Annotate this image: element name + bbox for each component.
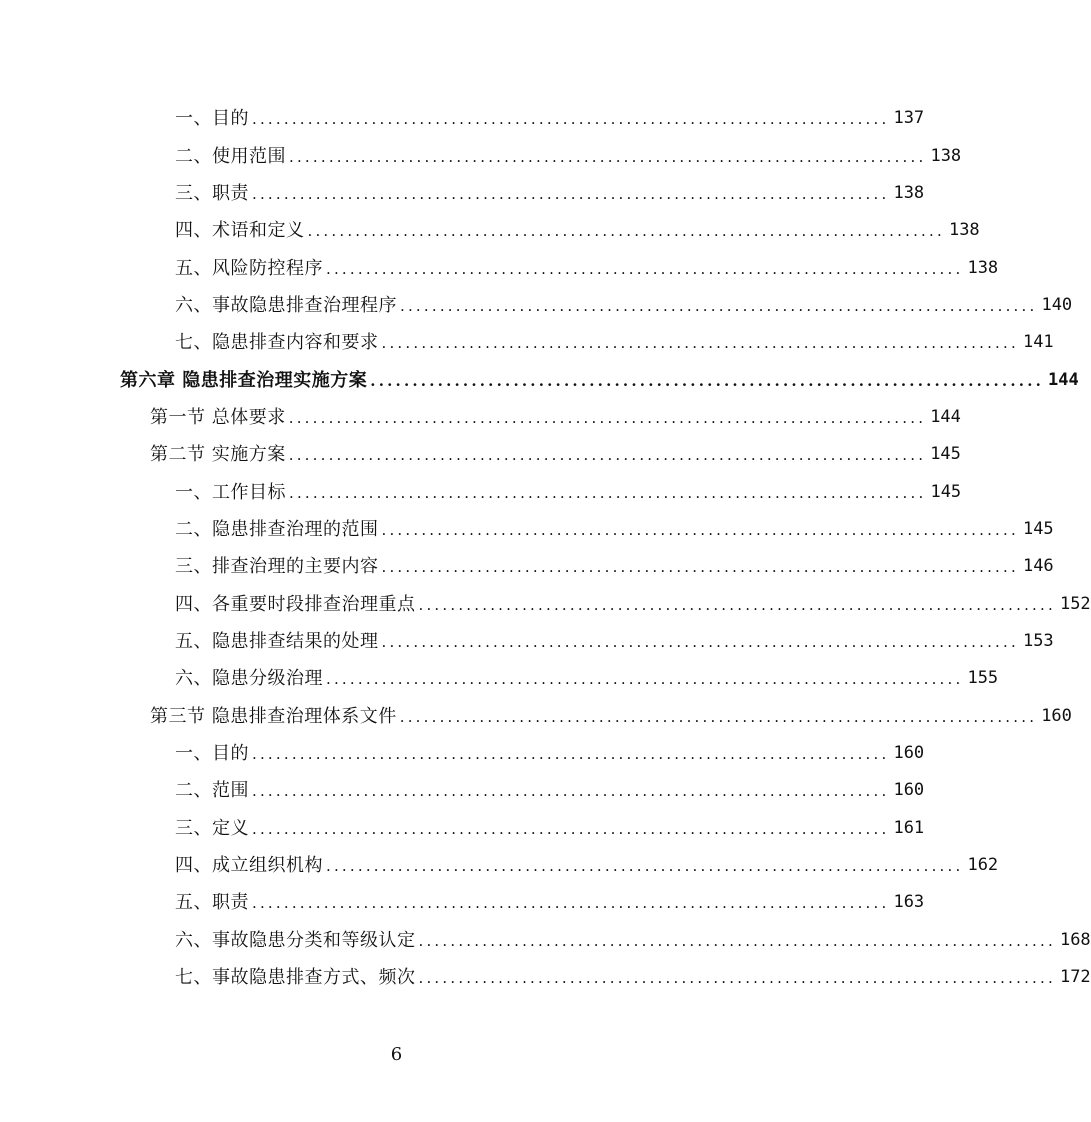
- toc-section-entry[interactable]: [0, 399, 961, 436]
- toc-dot-leader: ................................................................................: [400, 296, 1038, 315]
- toc-dot-leader: ................................................................................: [370, 371, 1045, 390]
- toc-entry-page: 162: [967, 855, 999, 876]
- toc-dot-leader: ................................................................................: [381, 520, 1019, 539]
- toc-entry-page: 160: [1041, 705, 1072, 726]
- toc-item-entry[interactable]: [0, 959, 1091, 996]
- toc-dot-leader: ................................................................................: [418, 969, 1056, 988]
- toc-dot-leader: ................................................................................: [418, 595, 1056, 614]
- toc-item-entry[interactable]: [0, 249, 999, 286]
- toc-item-entry[interactable]: [0, 922, 1091, 959]
- table-of-contents: [0, 100, 1091, 996]
- toc-dot-leader: ................................................................................: [289, 483, 927, 502]
- toc-item-entry[interactable]: [0, 585, 1091, 622]
- toc-section-entry[interactable]: [0, 436, 961, 473]
- toc-dot-leader: ................................................................................: [252, 110, 890, 129]
- toc-entry-title: 二、范围: [175, 780, 249, 802]
- toc-entry-page: 153: [1022, 630, 1054, 651]
- toc-entry-page: 160: [893, 780, 925, 801]
- toc-dot-leader: ................................................................................: [326, 259, 964, 278]
- toc-entry-title: 一、目的: [175, 743, 249, 765]
- toc-entry-title: 四、各重要时段排查治理重点: [175, 593, 416, 615]
- toc-entry-title: 七、事故隐患排查方式、频次: [175, 967, 416, 989]
- toc-entry-title: 一、工作目标: [175, 481, 286, 503]
- toc-entry-page: 145: [1022, 518, 1054, 539]
- toc-entry-title: 五、隐患排查结果的处理: [175, 630, 379, 652]
- toc-section-entry[interactable]: [0, 698, 1072, 735]
- toc-item-entry[interactable]: [0, 287, 1073, 324]
- toc-entry-page: 152: [1059, 593, 1091, 614]
- toc-entry-page: 138: [948, 220, 980, 241]
- toc-item-entry[interactable]: [0, 175, 925, 212]
- toc-dot-leader: ................................................................................: [381, 334, 1019, 353]
- toc-entry-title: 四、成立组织机构: [175, 855, 323, 877]
- toc-entry-title: 五、职责: [175, 892, 249, 914]
- toc-entry-page: 144: [930, 406, 961, 427]
- toc-chapter-entry[interactable]: [0, 361, 1079, 398]
- toc-entry-page: 155: [967, 668, 999, 689]
- toc-item-entry[interactable]: [0, 137, 962, 174]
- toc-entry-page: 146: [1022, 556, 1054, 577]
- toc-entry-page: 137: [893, 108, 925, 129]
- toc-entry-title: 三、定义: [175, 817, 249, 839]
- toc-entry-page: 145: [930, 444, 961, 465]
- page-number: 6: [390, 1044, 403, 1065]
- toc-dot-leader: ................................................................................: [418, 931, 1056, 950]
- toc-entry-page: 145: [930, 481, 962, 502]
- toc-dot-leader: ................................................................................: [252, 894, 890, 913]
- toc-dot-leader: ................................................................................: [288, 446, 927, 465]
- toc-item-entry[interactable]: [0, 548, 1054, 585]
- toc-item-entry[interactable]: [0, 324, 1054, 361]
- toc-entry-title: 第二节 实施方案: [150, 444, 286, 466]
- toc-item-entry[interactable]: [0, 212, 980, 249]
- toc-dot-leader: ................................................................................: [288, 408, 927, 427]
- toc-entry-title: 第六章 隐患排查治理实施方案: [120, 369, 368, 391]
- toc-entry-page: 140: [1041, 294, 1073, 315]
- toc-item-entry[interactable]: [0, 847, 999, 884]
- toc-item-entry[interactable]: [0, 810, 925, 847]
- toc-item-entry[interactable]: [0, 511, 1054, 548]
- toc-entry-title: 七、隐患排查内容和要求: [175, 332, 379, 354]
- toc-item-entry[interactable]: [0, 473, 962, 510]
- toc-item-entry[interactable]: [0, 884, 925, 921]
- toc-entry-title: 第三节 隐患排查治理体系文件: [150, 705, 397, 727]
- toc-entry-title: 三、排查治理的主要内容: [175, 556, 379, 578]
- toc-dot-leader: ................................................................................: [326, 857, 964, 876]
- toc-item-entry[interactable]: [0, 735, 925, 772]
- toc-dot-leader: ................................................................................: [289, 147, 927, 166]
- toc-dot-leader: ................................................................................: [252, 819, 890, 838]
- toc-entry-page: 160: [893, 743, 925, 764]
- toc-dot-leader: ................................................................................: [399, 707, 1038, 726]
- toc-entry-title: 第一节 总体要求: [150, 406, 286, 428]
- toc-entry-page: 144: [1048, 369, 1079, 390]
- toc-dot-leader: ................................................................................: [381, 558, 1019, 577]
- toc-item-entry[interactable]: [0, 100, 925, 137]
- toc-entry-page: 172: [1059, 967, 1091, 988]
- toc-entry-page: 161: [893, 817, 925, 838]
- toc-dot-leader: ................................................................................: [252, 745, 890, 764]
- toc-entry-title: 六、事故隐患分类和等级认定: [175, 929, 416, 951]
- toc-dot-leader: ................................................................................: [381, 632, 1019, 651]
- toc-entry-title: 五、风险防控程序: [175, 257, 323, 279]
- toc-entry-page: 138: [893, 182, 925, 203]
- toc-entry-title: 二、使用范围: [175, 145, 286, 167]
- toc-item-entry[interactable]: [0, 623, 1054, 660]
- toc-entry-page: 163: [893, 892, 925, 913]
- toc-entry-title: 一、目的: [175, 108, 249, 130]
- toc-entry-page: 168: [1059, 929, 1091, 950]
- toc-item-entry[interactable]: [0, 772, 925, 809]
- toc-entry-title: 四、术语和定义: [175, 220, 305, 242]
- toc-entry-title: 三、职责: [175, 182, 249, 204]
- toc-entry-page: 141: [1022, 332, 1054, 353]
- toc-dot-leader: ................................................................................: [252, 782, 890, 801]
- toc-dot-leader: ................................................................................: [252, 184, 890, 203]
- toc-entry-page: 138: [967, 257, 999, 278]
- toc-dot-leader: ................................................................................: [307, 222, 945, 241]
- toc-entry-title: 六、隐患分级治理: [175, 668, 323, 690]
- toc-entry-page: 138: [930, 145, 962, 166]
- toc-entry-title: 二、隐患排查治理的范围: [175, 518, 379, 540]
- toc-dot-leader: ................................................................................: [326, 670, 964, 689]
- toc-item-entry[interactable]: [0, 660, 999, 697]
- toc-entry-title: 六、事故隐患排查治理程序: [175, 294, 397, 316]
